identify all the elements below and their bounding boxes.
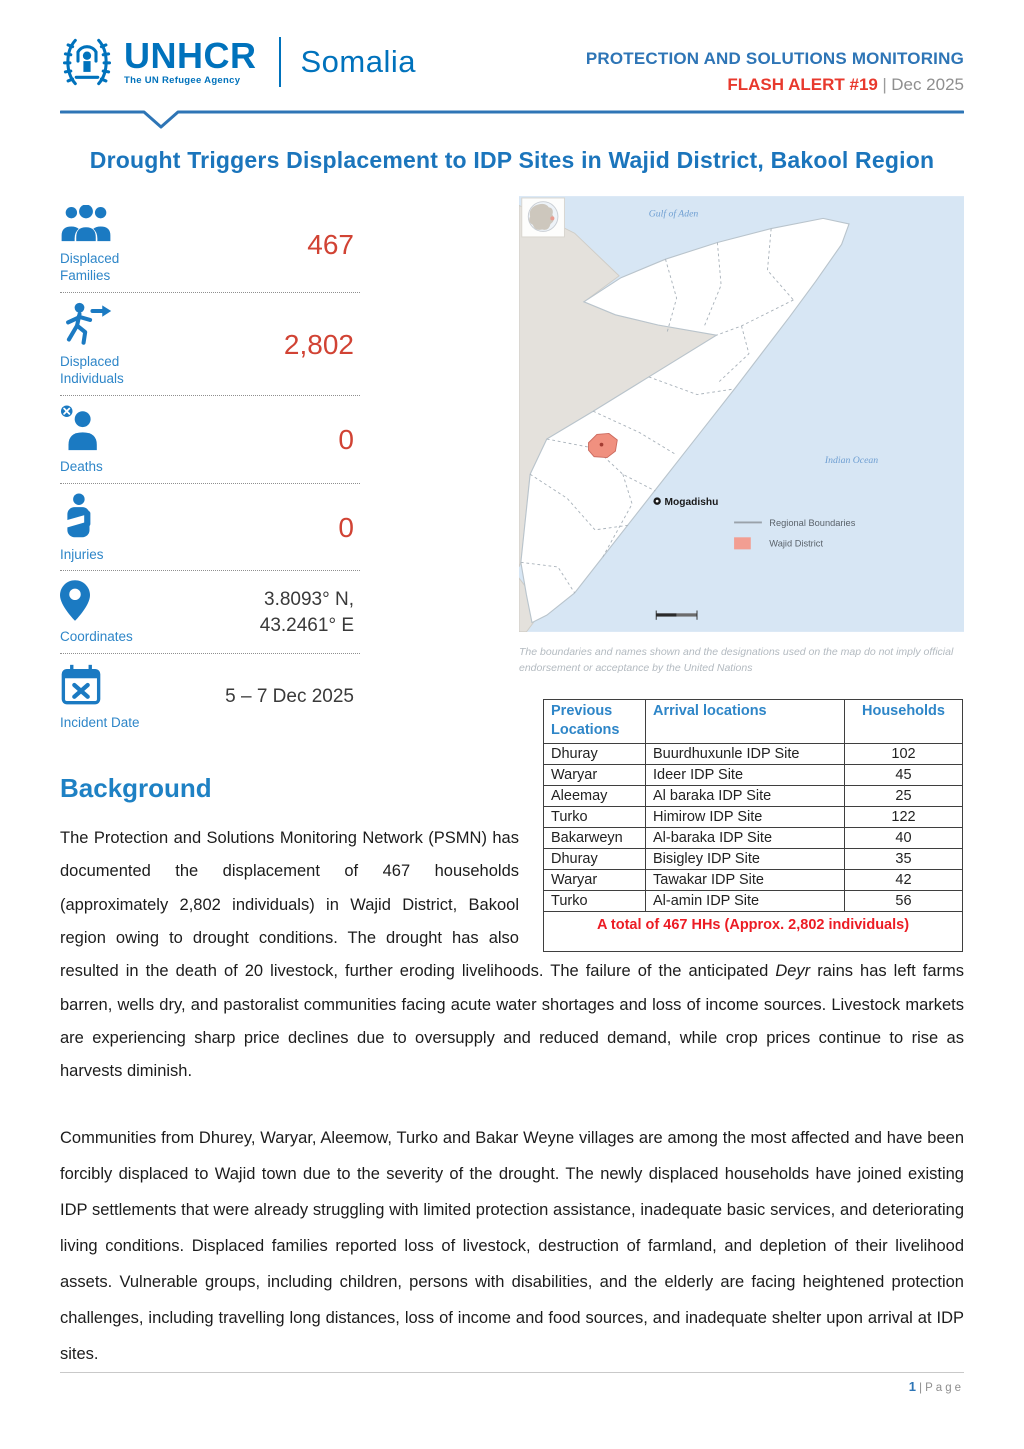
para1-text-a: The Protection and Solutions Monitoring Network (PSMN) has documented the displacement of 467 households (approximately 2,802 individuals) in Wajid District, Bakool region owing to drought conditions. The drought has also resulted in the death of 20 livestock, further eroding livelihoods. The failure of the anticipated [60,829,776,981]
cell-arrival: Al-baraka IDP Site [646,827,845,848]
stat-value: 2,802 [283,328,354,360]
stat-icon-label [60,405,188,476]
cell-arrival: Ideer IDP Site [646,764,845,785]
cell-households: 45 [845,764,963,785]
footer-separator: | [919,1380,923,1394]
stat-icon-label [60,580,188,646]
somalia-map [519,196,964,632]
cell-previous: Aleemay [544,785,646,806]
stat-icon-label [60,205,188,285]
stat-deaths [60,395,360,483]
table-row [544,869,963,890]
map-and-table-column [519,196,964,952]
country-label: Somalia [300,44,416,79]
table-total-row [544,911,963,951]
map-gulf-of-aden-label: Gulf of Aden [648,208,699,220]
page-footer [60,1372,964,1396]
column-header-arrival-locations: Arrival locations [646,699,845,743]
header [60,34,964,99]
unhcr-wordmark [124,35,257,87]
stat-label: Displaced Families [60,251,120,284]
stat-label: Injuries [60,546,104,562]
cell-households: 42 [845,869,963,890]
unhcr-tagline: The UN Refugee Agency [124,75,241,87]
page-title: Drought Triggers Displacement to IDP Sites in Wajid District, Bakool Region [89,147,935,174]
table-row [544,785,963,806]
unhcr-logo [60,34,416,90]
cell-households: 102 [845,743,963,764]
stat-injuries [60,483,360,571]
page-label: Page [925,1382,964,1394]
stat-incident-date [60,653,360,739]
cell-households: 56 [845,890,963,911]
map-indian-ocean-label: Indian Ocean [824,455,879,467]
displacement-table [543,699,963,952]
column-header-previous-locations: Previous Locations [544,699,646,743]
cell-households: 122 [845,806,963,827]
header-right [586,34,964,99]
displaced-individuals-icon [60,302,112,346]
alert-separator: | [882,75,887,95]
stat-coordinates [60,570,360,653]
column-header-households: Households [845,699,963,743]
stat-icon-label [60,663,188,732]
cell-arrival: Himirow IDP Site [646,806,845,827]
cell-arrival: Bisigley IDP Site [646,848,845,869]
cell-arrival: Tawakar IDP Site [646,869,845,890]
stat-value [188,587,360,640]
stat-value: 5 – 7 Dec 2025 [225,686,354,708]
coordinates-line-1: 3.8093° N, [264,588,354,610]
stat-label: Coordinates [60,629,133,645]
key-figures-panel [60,196,360,739]
cell-previous: Bakarweyn [544,827,646,848]
flash-alert-label: FLASH ALERT #19 [727,75,878,95]
cell-arrival: Al-amin IDP Site [646,890,845,911]
map-legend-district-swatch [734,537,751,549]
map-inset-globe [522,198,565,237]
cell-previous: Waryar [544,764,646,785]
cell-previous: Dhuray [544,743,646,764]
unhcr-org-name: UNHCR [124,35,257,77]
table-row [544,764,963,785]
table-row [544,806,963,827]
displaced-families-icon [60,205,112,243]
stat-icon-label [60,493,188,564]
logo-divider [279,37,281,87]
page-number: 1 [908,1379,917,1394]
stat-value: 0 [338,424,354,456]
stat-displaced-families [60,196,360,292]
background-paragraph-2: Communities from Dhurey, Waryar, Aleemow, Turko and Bakar Weyne villages are among the most affected and have been forcibly displaced to Wajid town due to the severity of the drought. The newly displaced households have joined existing IDP settlements that were already struggling with limited protection assistance, inadequate basic services, and deteriorating living conditions. Displaced families reported loss of livestock, destruction of farmland, and depletion of their livelihood assets. Vulnerable groups, including children, persons with disabilities, and the elderly are facing heightened protection challenges, including travelling long distances, loss of income and food sources, and inadequate shelter upon arrival at IDP sites. [60,1128,964,1363]
cell-previous: Turko [544,890,646,911]
cell-previous: Dhuray [544,848,646,869]
coordinates-line-2: 43.2461° E [259,615,354,637]
para1-deyr-italic: Deyr [775,962,811,981]
table-total-label: A total of 467 HHs (Approx. 2,802 individuals) [544,911,963,951]
injuries-icon [60,493,96,539]
cell-arrival: Al baraka IDP Site [646,785,845,806]
stat-label: Incident Date [60,715,140,731]
map-wajid-marker [600,443,604,447]
para1-text-b: rains has left farms barren, wells dry, and pastoralist communities facing acute water shortages and loss of income sources. Livestock markets are experiencing sharp price declines due to oversupply and reduced demand, while crop prices continue to rise as harvests diminish. [60,962,964,1081]
stat-icon-label [60,302,188,388]
stat-displaced-individuals [60,292,360,395]
table-row [544,890,963,911]
alert-date: Dec 2025 [891,75,964,95]
incident-date-icon [60,663,102,707]
map-legend-boundaries-label: Regional Boundaries [769,518,856,529]
header-divider-rule [60,109,964,131]
stat-value: 0 [338,511,354,543]
cell-previous: Waryar [544,869,646,890]
table-row [544,848,963,869]
cell-households: 35 [845,848,963,869]
cell-households: 25 [845,785,963,806]
table-row [544,827,963,848]
cell-previous: Turko [544,806,646,827]
stat-value: 467 [307,229,354,261]
stat-label: Displaced Individuals [60,353,124,386]
coordinates-icon [60,580,90,621]
map-disclaimer: The boundaries and names shown and the designations used on the map do not imply official endorsement or acceptance by the United Nations [519,646,954,675]
background-heading: Background [60,773,212,804]
program-title: PROTECTION AND SOLUTIONS MONITORING [585,49,964,68]
unhcr-emblem-icon [60,34,114,90]
stat-label: Deaths [60,458,103,474]
cell-arrival: Buurdhuxunle IDP Site [646,743,845,764]
table-row [544,743,963,764]
map-mogadishu-label: Mogadishu [664,496,719,508]
table-header-row [544,699,963,743]
main-content [60,196,964,1372]
alert-line [586,72,964,99]
deaths-icon [60,405,100,451]
map-legend-district-label: Wajid District [769,538,824,549]
cell-households: 40 [845,827,963,848]
